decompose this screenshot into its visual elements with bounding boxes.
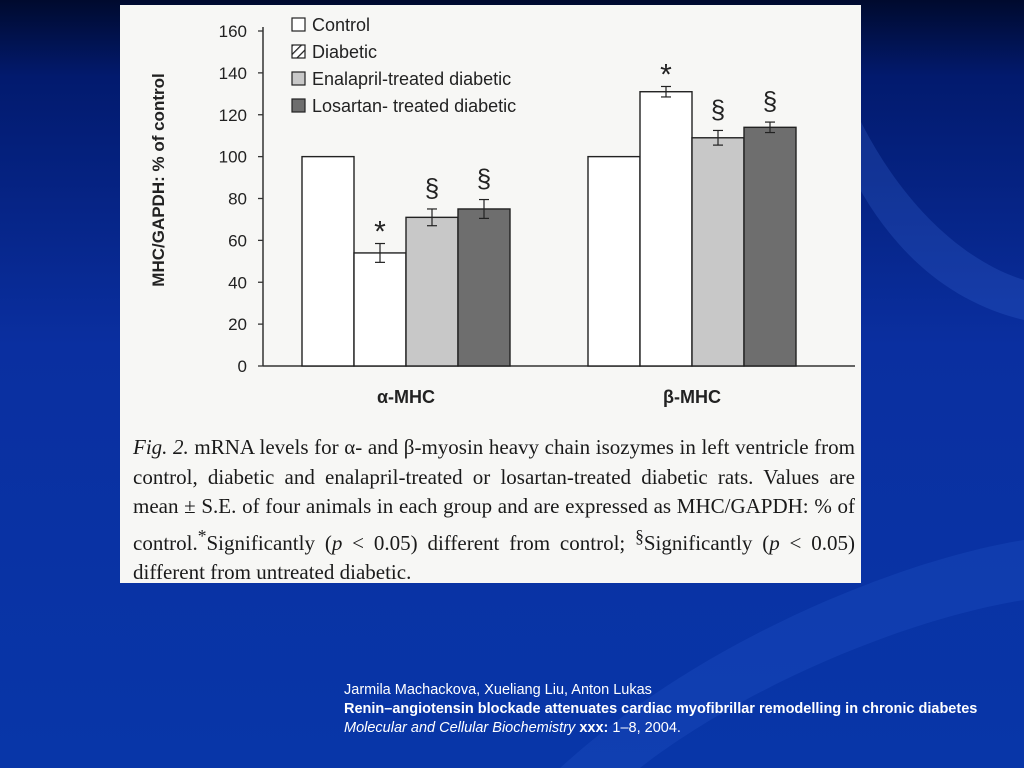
legend-label: Enalapril-treated diabetic xyxy=(312,69,512,89)
citation-title: Renin–angiotensin blockade attenuates cardiac myofibrillar remodelling in chronic diabetes xyxy=(344,701,978,717)
y-tick-label: 40 xyxy=(228,273,247,293)
significance-star: * xyxy=(660,58,672,92)
significance-star: * xyxy=(374,215,386,249)
y-tick-label: 80 xyxy=(228,189,247,209)
bar-chart xyxy=(120,5,861,425)
x-category-label: α-MHC xyxy=(376,387,436,407)
caption-p2: p xyxy=(769,530,780,555)
x-category-label: β-MHC xyxy=(663,387,721,407)
caption-text-2b: < 0.05) different from control; xyxy=(342,530,636,555)
y-tick-label: 140 xyxy=(218,63,247,83)
legend-swatch xyxy=(292,45,305,58)
y-tick-label: 120 xyxy=(218,105,247,125)
bar xyxy=(640,92,692,366)
y-axis-label: MHC/GAPDH: % of control xyxy=(149,73,168,287)
legend xyxy=(292,15,516,116)
significance-section-mark: § xyxy=(710,94,726,125)
bar xyxy=(692,138,744,366)
bar xyxy=(588,157,640,366)
figure-caption xyxy=(133,433,855,583)
caption-fig-label: Fig. 2. xyxy=(133,435,189,459)
significance-section-mark: § xyxy=(762,86,778,117)
citation-volume: xxx: xyxy=(579,720,609,736)
citation-journal: Molecular and Cellular Biochemistry xyxy=(344,720,576,736)
legend-label: Diabetic xyxy=(312,42,378,62)
bar xyxy=(406,217,458,366)
caption-text-1: mRNA levels for α- and β-myosin heavy chain isozymes in left ventricle from control, diabetic and enalapril-treated or losartan-treated diabetic rats. Values are mean ± S.E. of four animals in each group and are expressed as MHC/GAPDH: % of control. xyxy=(133,435,855,555)
bar xyxy=(458,209,510,366)
legend-swatch xyxy=(292,18,305,31)
caption-section-mark: § xyxy=(635,525,644,546)
citation xyxy=(344,681,1020,738)
y-tick-label: 160 xyxy=(218,22,247,41)
caption-text-2a: Significantly ( xyxy=(206,530,332,555)
bar xyxy=(744,127,796,366)
significance-section-mark: § xyxy=(424,172,440,203)
citation-pages-year: 1–8, 2004. xyxy=(608,720,681,736)
citation-authors: Jarmila Machackova, Xueliang Liu, Anton Lukas xyxy=(344,682,652,698)
legend-label: Losartan- treated diabetic xyxy=(312,96,517,116)
legend-label: Control xyxy=(312,15,371,35)
bar xyxy=(354,253,406,366)
caption-star: * xyxy=(197,525,207,546)
caption-p1: p xyxy=(331,530,343,555)
caption-text-2c: Significantly ( xyxy=(643,530,770,555)
legend-swatch xyxy=(292,99,305,112)
y-tick-label: 0 xyxy=(237,357,247,376)
significance-section-mark: § xyxy=(476,163,492,194)
figure-panel xyxy=(120,5,861,583)
y-tick-label: 60 xyxy=(228,231,247,251)
bar xyxy=(302,157,354,366)
y-tick-label: 100 xyxy=(218,147,247,167)
x-axis-labels xyxy=(377,387,721,407)
caption-text-2d: < 0.05) different from untreated diabetic. xyxy=(133,530,856,583)
legend-swatch xyxy=(292,72,305,85)
y-tick-label: 20 xyxy=(228,315,247,335)
